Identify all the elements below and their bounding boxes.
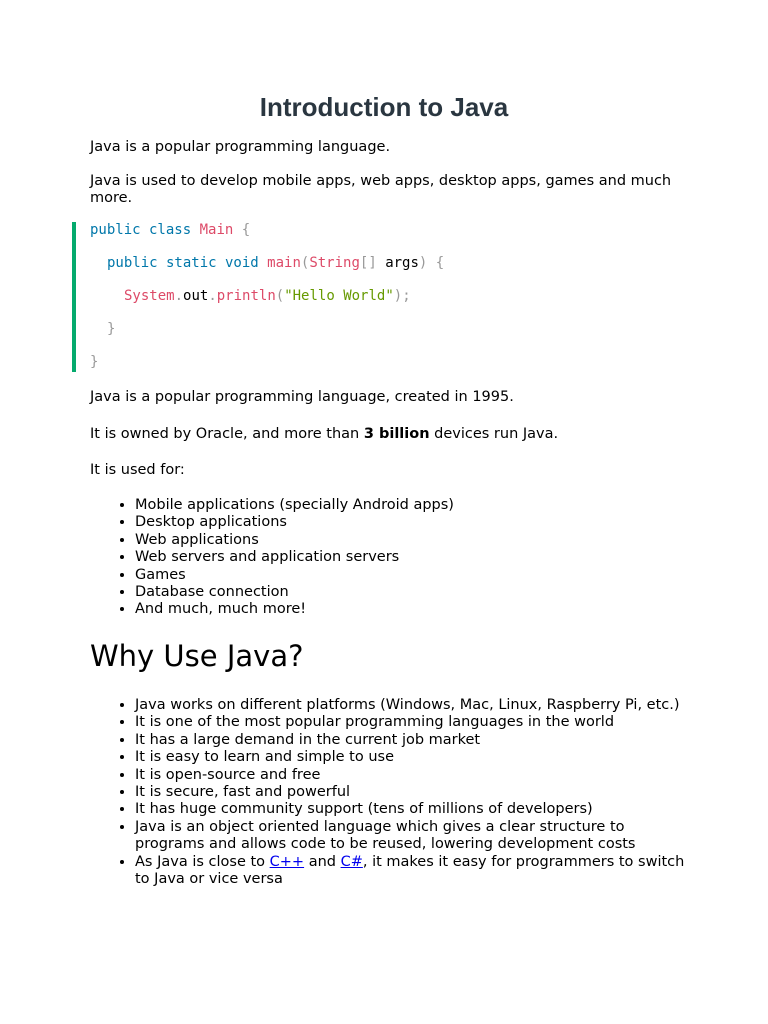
list-item: • And much, much more! [135, 601, 690, 618]
code-paren: ); [393, 288, 411, 304]
code-class-name: Main [199, 222, 234, 238]
code-line-2 [107, 255, 444, 272]
code-line-5: } [90, 354, 99, 370]
why-list [90, 697, 690, 888]
code-dot: . [174, 288, 184, 304]
list-item: • It has a large demand in the current job market [135, 732, 690, 749]
code-paren: ( [300, 255, 310, 271]
code-keyword: public static void [107, 255, 259, 271]
text: It is owned by Oracle, and more than [90, 426, 360, 442]
code-dot: . [208, 288, 217, 304]
list-item: • Java is an object oriented language which gives a clear structure to programs and allows code to be reused, lowering development costs [135, 819, 690, 854]
list-item: • Games [135, 567, 690, 584]
intro-paragraph-1: Java is a popular programming language. [90, 139, 391, 155]
code-paren: ) [418, 255, 428, 271]
code-brace: { [241, 222, 251, 238]
text: As Java is close to [135, 853, 266, 870]
list-item: • Desktop applications [135, 514, 690, 531]
list-item: • It is open-source and free [135, 767, 690, 784]
list-item: • Mobile applications (specially Android apps) [135, 497, 690, 514]
code-brackets: [] [359, 255, 377, 271]
code-object: System [124, 288, 175, 304]
text: and [308, 853, 336, 870]
list-item: • It is one of the most popular programming languages in the world [135, 714, 690, 731]
cpp-link[interactable]: C++ [269, 853, 305, 870]
text: devices run Java. [434, 426, 559, 442]
code-method-name: main [267, 255, 301, 271]
list-item: • Web servers and application servers [135, 549, 690, 566]
csharp-link[interactable]: C# [340, 853, 363, 870]
list-item [135, 854, 690, 889]
list-item: • It is secure, fast and powerful [135, 784, 690, 801]
code-line-4: } [107, 321, 116, 337]
code-string: "Hello World" [284, 288, 394, 304]
why-heading: Why Use Java? [90, 639, 304, 673]
intro-paragraph-2: Java is used to develop mobile apps, web apps, desktop apps, games and much more. [90, 173, 672, 206]
code-keyword: public class [90, 222, 192, 238]
code-field: out [183, 288, 209, 304]
code-paren: ( [275, 288, 285, 304]
code-type: String [309, 255, 360, 271]
code-arg: args [385, 255, 419, 271]
code-line-1 [90, 222, 250, 239]
list-item: • It has huge community support (tens of millions of developers) [135, 801, 690, 818]
list-item: • Database connection [135, 584, 690, 601]
about-paragraph-2 [90, 426, 680, 443]
code-example [72, 222, 676, 372]
list-item: • Web applications [135, 532, 690, 549]
emphasis: 3 billion [363, 426, 430, 442]
list-item: • Java works on different platforms (Windows, Mac, Linux, Raspberry Pi, etc.) [135, 697, 690, 714]
page-title: Introduction to Java [259, 92, 509, 122]
about-paragraph-3: It is used for: [90, 462, 185, 478]
uses-list [90, 497, 690, 619]
code-method-call: println [216, 288, 276, 304]
text: , it makes it easy for programmers to switch to Java or vice versa [135, 853, 685, 888]
about-paragraph-1: Java is a popular programming language, created in 1995. [90, 389, 514, 405]
code-brace: { [435, 255, 445, 271]
code-line-3 [124, 288, 411, 305]
list-item: • It is easy to learn and simple to use [135, 749, 690, 766]
